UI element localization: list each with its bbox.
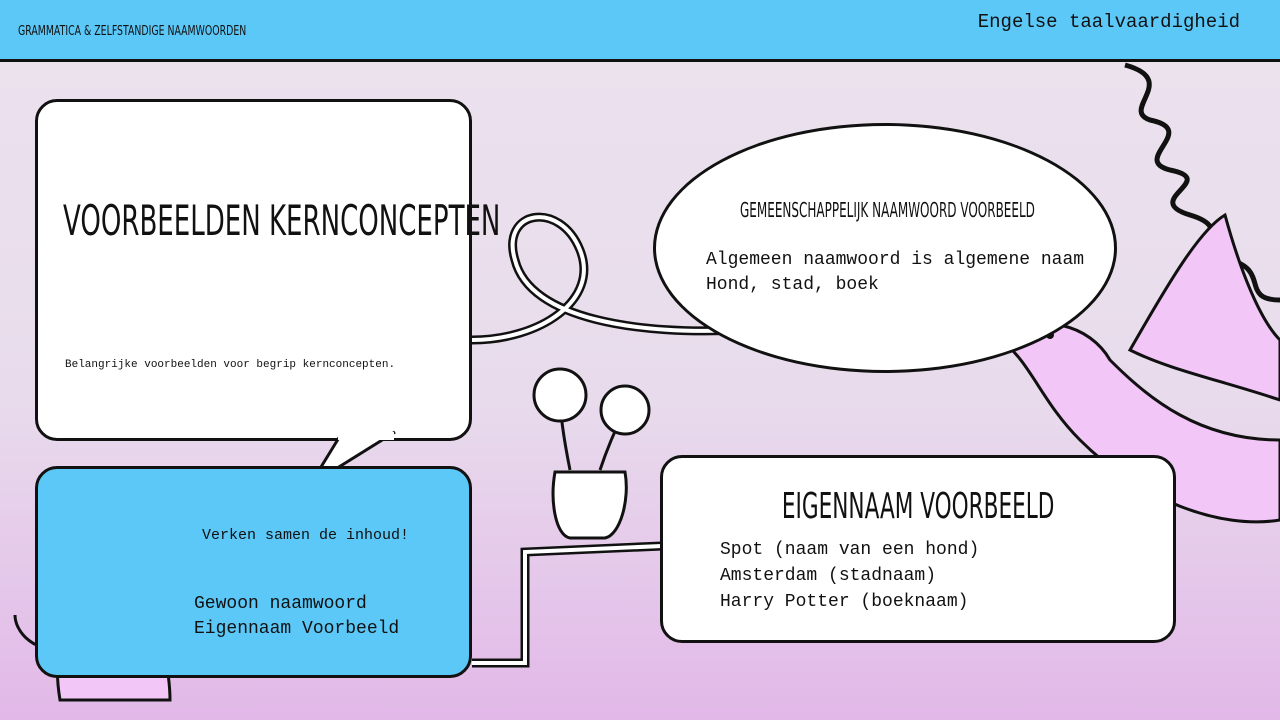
proper-noun-line: Harry Potter (boeknaam) xyxy=(720,592,969,612)
header-left-title: GRAMMATICA & ZELFSTANDIGE NAAMWOORDEN xyxy=(18,24,247,39)
main-card-subtitle: Belangrijke voorbeelden voor begrip kernconcepten. xyxy=(65,359,396,371)
common-noun-bubble xyxy=(653,123,1117,373)
explore-heading: Verken samen de inhoud! xyxy=(202,527,410,544)
explore-item[interactable]: Gewoon naamwoord xyxy=(194,594,367,614)
proper-noun-card xyxy=(660,455,1176,643)
proper-noun-line: Spot (naam van een hond) xyxy=(720,540,980,560)
header-right-title: Engelse taalvaardigheid xyxy=(977,11,1240,33)
proper-noun-title: EIGENNAAM VOORBEELD xyxy=(781,486,1055,527)
bubble-title: GEMEENSCHAPPELIJK NAAMWOORD VOORBEELD xyxy=(740,198,1035,222)
bubble-line: Algemeen naamwoord is algemene naam xyxy=(706,250,1085,270)
explore-item[interactable]: Eigennaam Voorbeeld xyxy=(194,619,400,639)
main-card-title: VOORBEELDEN KERNCONCEPTEN xyxy=(63,196,501,245)
explore-card xyxy=(35,466,472,678)
bubble-line: Hond, stad, boek xyxy=(706,275,879,295)
proper-noun-line: Amsterdam (stadnaam) xyxy=(720,566,937,586)
